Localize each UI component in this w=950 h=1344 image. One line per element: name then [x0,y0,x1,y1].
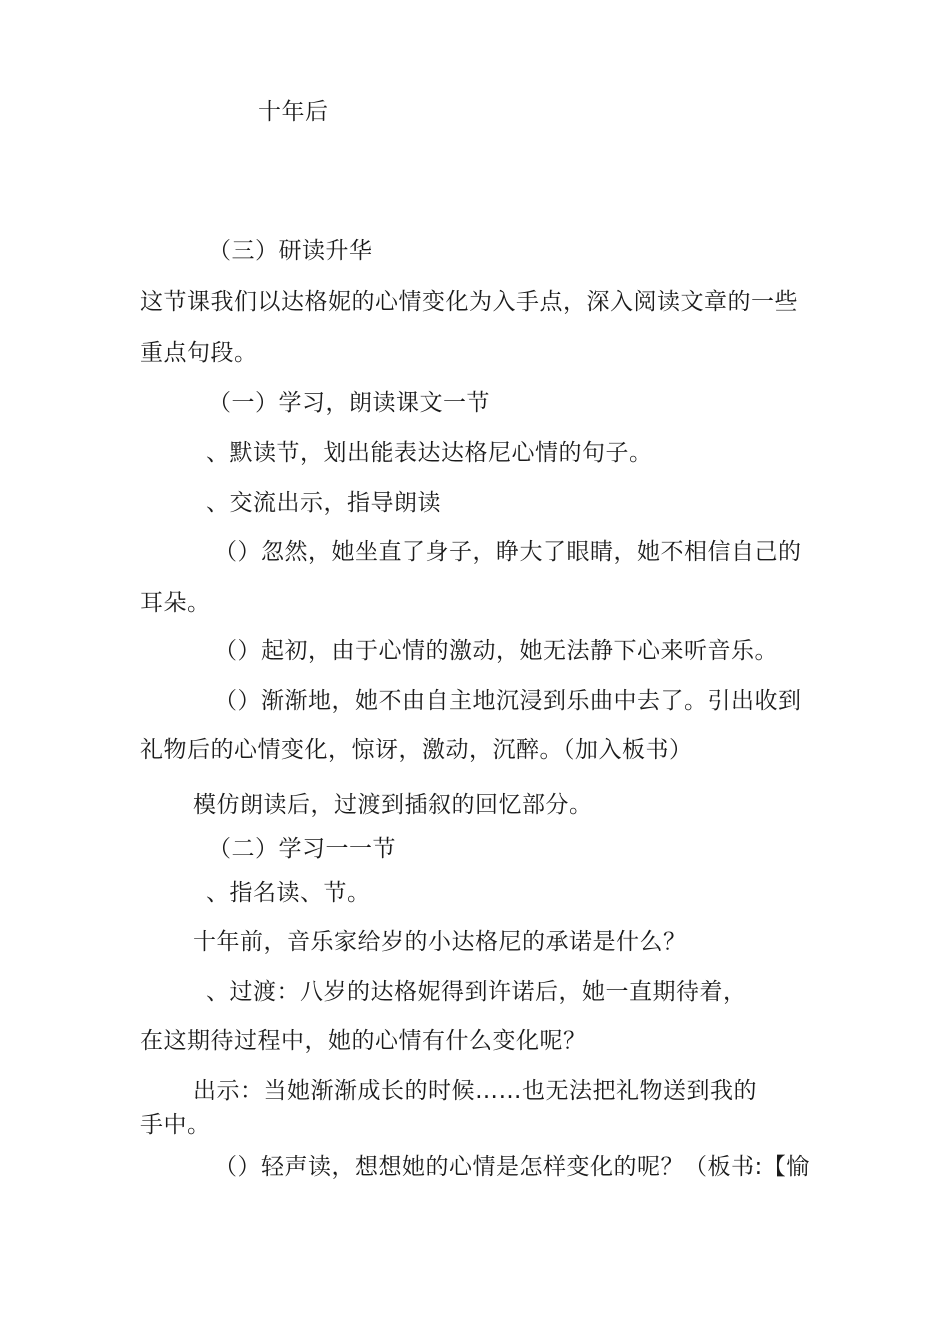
paragraph-line: 重点句段。 [140,340,258,366]
paragraph-line: 礼物后的心情变化，惊讶，激动，沉醉。（加入板书） [140,737,693,763]
paragraph-line: 、默读节，划出能表达达格尼心情的句子。 [206,440,653,466]
paragraph-line: 手中。 [140,1112,211,1138]
section-heading-1: （一）学习，朗读课文一节 [208,390,490,416]
section-heading-3: （三）研读升华 [208,238,373,264]
paragraph-line: （）渐渐地，她不由自主地沉浸到乐曲中去了。引出收到 [214,688,802,714]
section-heading-2: （二）学习一一节 [208,836,396,862]
paragraph-line: 、过渡：八岁的达格妮得到许诺后，她一直期待着， [206,979,747,1005]
paragraph-line: 在这期待过程中，她的心情有什么变化呢？ [140,1028,587,1054]
paragraph-line: 这节课我们以达格妮的心情变化为入手点，深入阅读文章的一些 [140,289,798,315]
paragraph-line: 、指名读、节。 [206,880,371,906]
heading-ten-years-later: 十年后 [258,99,329,125]
paragraph-line: （）起初，由于心情的激动，她无法静下心来听音乐。 [214,638,778,664]
paragraph-line: 耳朵。 [140,590,211,616]
paragraph-line: 模仿朗读后，过渡到插叙的回忆部分。 [193,792,593,818]
paragraph-line: 出示：当她渐渐成长的时候……也无法把礼物送到我的 [193,1078,757,1104]
paragraph-line: （）轻声读，想想她的心情是怎样变化的呢？（板书:【愉 [214,1154,810,1180]
paragraph-line: （）忽然，她坐直了身子，睁大了眼睛，她不相信自己的 [214,539,802,565]
paragraph-line: 十年前，音乐家给岁的小达格尼的承诺是什么？ [193,929,687,955]
paragraph-line: 、交流出示，指导朗读 [206,490,441,516]
